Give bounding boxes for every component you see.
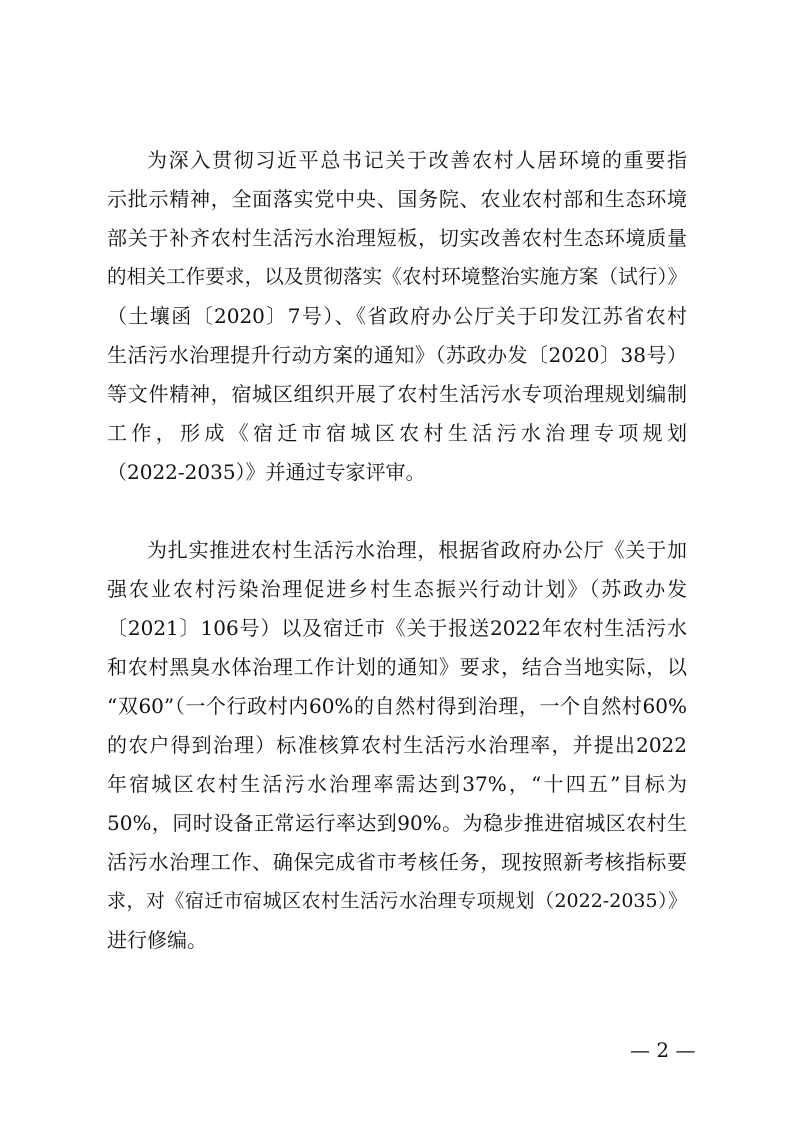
paragraph-line: 和农村黑臭水体治理工作计划的通知》要求，结合当地实际，以 [107, 655, 687, 679]
paragraph-line: 工作，形成《宿迁市宿城区农村生活污水治理专项规划 [107, 421, 687, 445]
paragraph-line: 50%，同时设备正常运行率达到90%。为稳步推进宿城区农村生 [107, 811, 687, 835]
paragraph-line: 的相关工作要求，以及贯彻落实《农村环境整治实施方案（试行）》 [107, 265, 687, 288]
paragraph-line: 活污水治理工作、确保完成省市考核任务，现按照新考核指标要 [107, 850, 687, 874]
paragraph-line: 为扎实推进农村生活污水治理，根据省政府办公厅《关于加 [147, 538, 687, 562]
paragraph-line: 年宿城区农村生活污水治理率需达到37%，“十四五”目标为 [107, 772, 687, 796]
paragraph-line: “双60”（一个行政村内60%的自然村得到治理，一个自然村60% [107, 694, 687, 718]
paragraph-line: （土壤函〔2020〕7号）、《省政府办公厅关于印发江苏省农村 [107, 304, 687, 328]
paragraph-line: 强农业农村污染治理促进乡村生态振兴行动计划》（苏政办发 [107, 577, 687, 601]
paragraph-line: 〔2021〕106号）以及宿迁市《关于报送2022年农村生活污水 [107, 616, 687, 640]
paragraph-line: 进行修编。 [107, 928, 207, 952]
paragraph-line: 示批示精神，全面落实党中央、国务院、农业农村部和生态环境 [107, 187, 687, 211]
paragraph-line: 生活污水治理提升行动方案的通知》（苏政办发〔2020〕38号） [107, 343, 687, 367]
paragraph-line: 的农户得到治理）标准核算农村生活污水治理率，并提出2022 [107, 733, 687, 757]
paragraph-line: （2022-2035）》并通过专家评审。 [107, 460, 426, 484]
paragraph-line: 求，对《宿迁市宿城区农村生活污水治理专项规划（2022-2035）》 [107, 890, 687, 912]
page-number: — 2 — [630, 1038, 696, 1062]
paragraph-line: 等文件精神，宿城区组织开展了农村生活污水专项治理规划编制 [107, 382, 687, 406]
paragraph-line: 部关于补齐农村生活污水治理短板，切实改善农村生态环境质量 [107, 226, 687, 250]
paragraph-line: 为深入贯彻习近平总书记关于改善农村人居环境的重要指 [147, 148, 687, 172]
